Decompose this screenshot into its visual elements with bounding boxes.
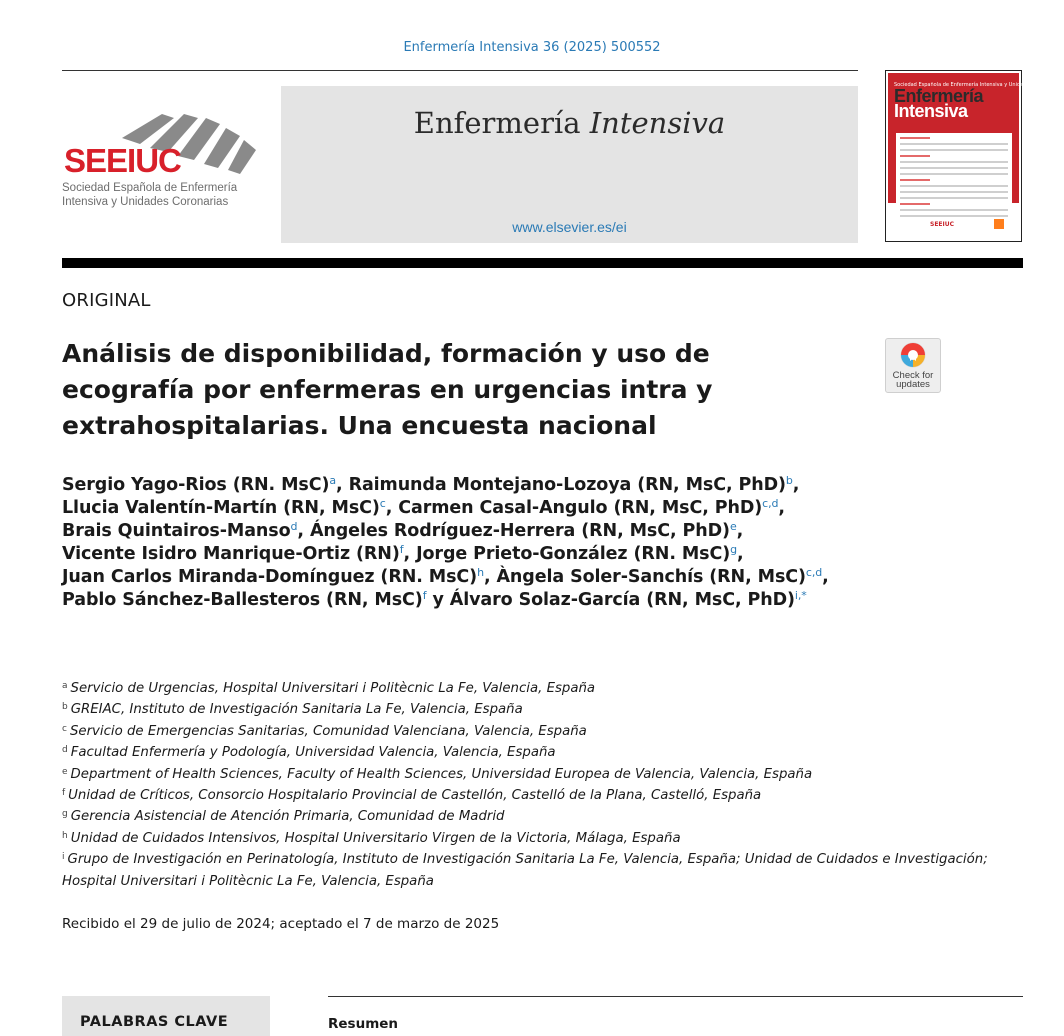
abstract-divider	[328, 996, 1023, 997]
author-affiliation-link[interactable]: e	[729, 520, 737, 533]
author-affiliation-link[interactable]: f	[399, 543, 404, 556]
header-divider	[62, 70, 858, 71]
author-affiliation-link[interactable]: i,*	[794, 589, 807, 602]
author-name: Juan Carlos Miranda-Domínguez (RN. MsC)	[62, 567, 478, 587]
journal-title-italic: Intensiva	[589, 106, 726, 140]
author-affiliation-link[interactable]: c	[379, 497, 386, 510]
cover-title-line-1: Enfermería	[894, 86, 984, 106]
cover-contents	[896, 133, 1012, 233]
abstract-label: Resumen	[328, 1016, 399, 1032]
author-name: Álvaro Solaz-García (RN, MsC, PhD)	[449, 590, 795, 610]
affiliation-item: $^i$ Grupo de Investigación en Perinatología, Instituto de Investigación Sanitaria La Fe, Valencia, España; Unidad de Cuidados e Investigación; Hospital Universitari i Politècnic La Fe, Valencia, España	[62, 852, 988, 889]
journal-url-link[interactable]: www.elsevier.es/ei	[512, 219, 627, 235]
affiliation-item: $^e$ Department of Health Sciences, Faculty of Health Sciences, Universidad Europea de Valencia, Valencia, España	[62, 766, 813, 782]
journal-title	[281, 106, 858, 140]
author-line: Pablo Sánchez-Ballesteros (RN, MsC)$^f$ y Álvaro Solaz-García (RN, MsC, PhD)$^{i,*}$	[62, 589, 807, 610]
article-section-label: ORIGINAL	[62, 290, 151, 311]
author-line: Llucia Valentín-Martín (RN, MsC)$^c$, Carmen Casal-Angulo (RN, MsC, PhD)$^{c,d}$,	[62, 497, 785, 518]
affiliation-item: $^h$ Unidad de Cuidados Intensivos, Hospital Universitario Virgen de la Victoria, Málaga, España	[62, 830, 681, 846]
thick-divider	[62, 258, 1023, 268]
keywords-panel	[62, 996, 270, 1036]
author-affiliation-link[interactable]: d	[290, 520, 298, 533]
author-line: Sergio Yago-Rios (RN. MsC)$^a$, Raimunda Montejano-Lozoya (RN, MsC, PhD)$^b$,	[62, 474, 800, 495]
seeiuc-logo-mark	[62, 108, 262, 178]
author-name: Pablo Sánchez-Ballesteros (RN, MsC)	[62, 590, 423, 610]
check-for-updates-button[interactable]	[885, 338, 941, 393]
author-name: Carmen Casal-Angulo (RN, MsC, PhD)	[398, 498, 763, 518]
author-list	[62, 474, 962, 612]
journal-masthead	[281, 86, 858, 243]
seeiuc-logo	[62, 108, 272, 218]
affiliation-item: $^a$ Servicio de Urgencias, Hospital Universitari i Politècnic La Fe, Valencia, España	[62, 681, 596, 696]
author-name: Jorge Prieto-González (RN. MsC)	[416, 544, 731, 564]
affiliation-item: $^f$ Unidad de Críticos, Consorcio Hospitalario Provincial de Castellón, Castelló de la Plana, Castelló, España	[62, 788, 762, 804]
cover-logo-elsevier	[994, 219, 1004, 229]
logo-acronym: SEEIUC	[64, 142, 181, 179]
author-affiliation-link[interactable]: f	[422, 589, 427, 602]
affiliation-item: $^c$ Servicio de Emergencias Sanitarias, Comunidad Valenciana, Valencia, España	[62, 723, 587, 739]
author-name: Brais Quintairos-Manso	[62, 521, 291, 541]
journal-title-regular: Enfermería	[413, 106, 581, 140]
logo-subtitle-line-1: Sociedad Española de Enfermería	[62, 182, 238, 194]
affiliation-item: $^b$ GREIAC, Instituto de Investigación Sanitaria La Fe, Valencia, España	[62, 702, 523, 718]
author-affiliation-link[interactable]: b	[785, 474, 793, 487]
check-for-updates-label: Check for updates	[892, 370, 934, 390]
author-name: Sergio Yago-Rios (RN. MsC)	[62, 475, 330, 495]
author-affiliation-link[interactable]: c,d	[762, 497, 779, 510]
logo-subtitle-line-2: Intensiva y Unidades Coronarias	[62, 196, 229, 208]
author-name: Raimunda Montejano-Lozoya (RN, MsC, PhD)	[348, 475, 786, 495]
author-affiliation-link[interactable]: a	[329, 474, 337, 487]
affiliation-item: $^d$ Facultad Enfermería y Podología, Universidad Valencia, Valencia, España	[62, 745, 556, 761]
author-name: Àngela Soler-Sanchís (RN, MsC)	[496, 567, 806, 587]
author-name: Vicente Isidro Manrique-Ortiz (RN)	[62, 544, 400, 564]
author-affiliation-link[interactable]: c,d	[805, 566, 823, 579]
received-dates: Recibido el 29 de julio de 2024; aceptado el 7 de marzo de 2025	[62, 916, 500, 932]
journal-reference[interactable]: Enfermería Intensiva 36 (2025) 500552	[403, 40, 661, 55]
cover-logo-seeiuc: SEEIUC	[930, 221, 955, 228]
keywords-label: PALABRAS CLAVE	[80, 1014, 229, 1030]
article-title: Análisis de disponibilidad, formación y uso de ecografía por enfermeras en urgencias intra y extrahospitalarias. Una encuesta nacional	[62, 339, 713, 440]
author-line: Juan Carlos Miranda-Domínguez (RN. MsC)$^h$, Àngela Soler-Sanchís (RN, MsC)$^{c,d}$,	[62, 566, 829, 587]
crossmark-icon	[900, 342, 926, 370]
cover-title-line-2: Intensiva	[894, 101, 968, 121]
cover-society-text: Sociedad Española de Enfermería Intensiva y Unidades Coronarias	[894, 82, 1061, 88]
author-line: Vicente Isidro Manrique-Ortiz (RN)$^f$, Jorge Prieto-González (RN. MsC)$^g$,	[62, 543, 744, 564]
cover-title	[894, 86, 1020, 121]
affiliation-item: $^g$ Gerencia Asistencial de Atención Primaria, Comunidad de Madrid	[62, 809, 505, 825]
author-name: Ángeles Rodríguez-Herrera (RN, MsC, PhD)	[309, 521, 730, 541]
journal-cover-thumbnail[interactable]	[885, 70, 1061, 242]
affiliation-list	[62, 678, 1022, 892]
author-name: Llucia Valentín-Martín (RN, MsC)	[62, 498, 380, 518]
author-affiliation-link[interactable]: g	[730, 543, 738, 556]
author-affiliation-link[interactable]: h	[477, 566, 484, 579]
author-line: Brais Quintairos-Manso$^d$, Ángeles Rodríguez-Herrera (RN, MsC, PhD)$^e$,	[62, 520, 744, 541]
logo-subtitle	[62, 181, 237, 209]
